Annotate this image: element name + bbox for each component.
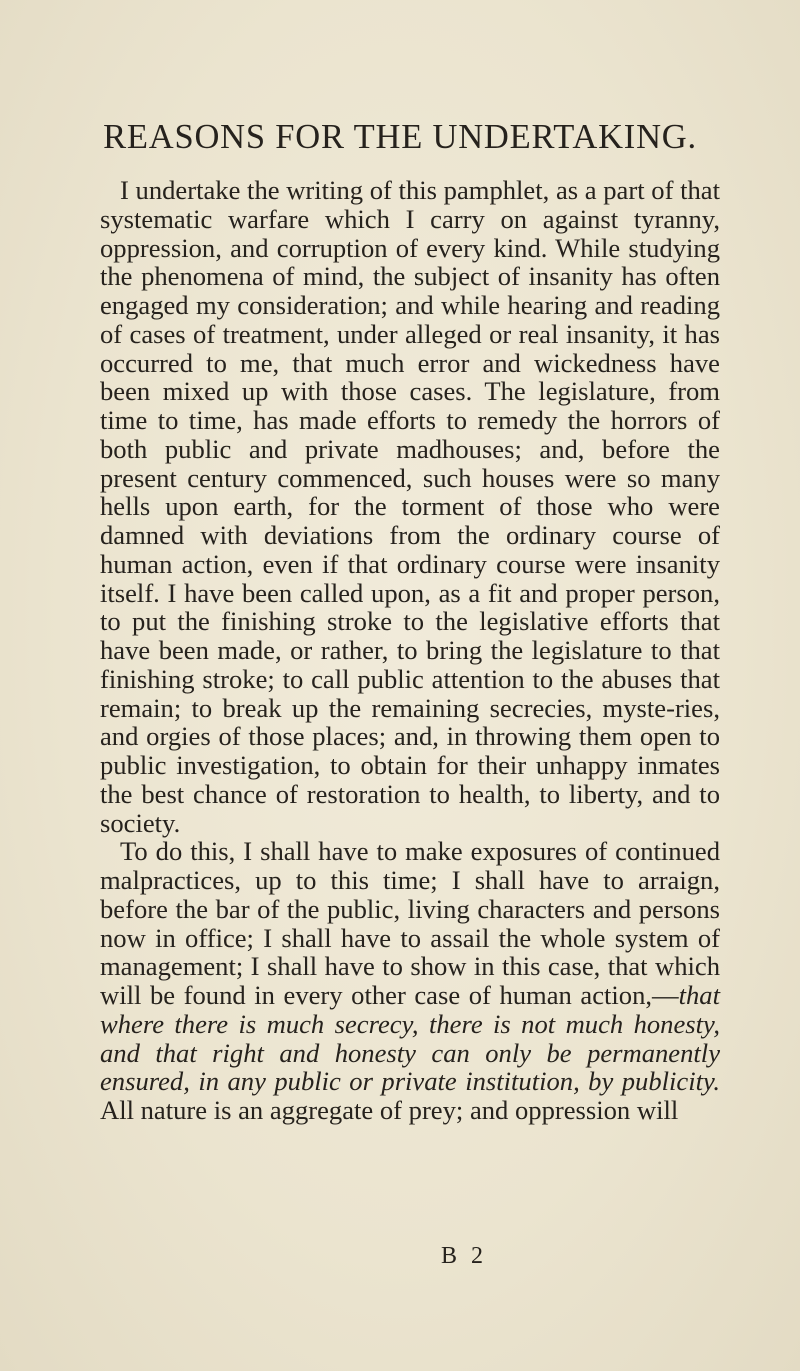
body-text xyxy=(100,176,720,1125)
paragraph-2-text-after: All nature is an aggregate of prey; and oppression will xyxy=(100,1095,679,1125)
paragraph-2-text: To do this, I shall have to make exposures of continued malpractices, up to this time; I shall have to arraign, before the bar of the public, living characters and persons now in office; I shall have to assail the whole system of management; I shall have to show in this case, that which will be found in every other case of human action,— xyxy=(100,836,720,1010)
chapter-heading: REASONS FOR THE UNDERTAKING. xyxy=(103,118,697,156)
paragraph-2-italic: that where there is much secrecy, there is not much honesty, and that right and honesty can only be permanently ensured, in any public or private institution, by publicity. xyxy=(100,980,720,1097)
paragraph-2 xyxy=(100,837,720,1125)
signature-mark: B 2 xyxy=(441,1243,488,1269)
paragraph-1: I undertake the writing of this pamphlet, as a part of that systematic warfare which I carry on against tyranny, oppression, and corruption of every kind. While studying the phenomena of mind, the subject of insanity has often engaged my consideration; and while hearing and reading of cases of treatment, under alleged or real insanity, it has occurred to me, that much error and wickedness have been mixed up with those cases. The legislature, from time to time, has made efforts to remedy the horrors of both public and private madhouses; and, before the present century commenced, such houses were so many hells upon earth, for the torment of those who were damned with deviations from the ordinary course of human action, even if that ordinary course were insanity itself. I have been called upon, as a fit and proper person, to put the finishing stroke to the legislative efforts that have been made, or rather, to bring the legislature to that finishing stroke; to call public attention to the abuses that remain; to break up the remaining secrecies, myste-ries, and orgies of those places; and, in throwing them open to public investigation, to obtain for their unhappy inmates the best chance of restoration to health, to liberty, and to society. xyxy=(100,175,720,838)
